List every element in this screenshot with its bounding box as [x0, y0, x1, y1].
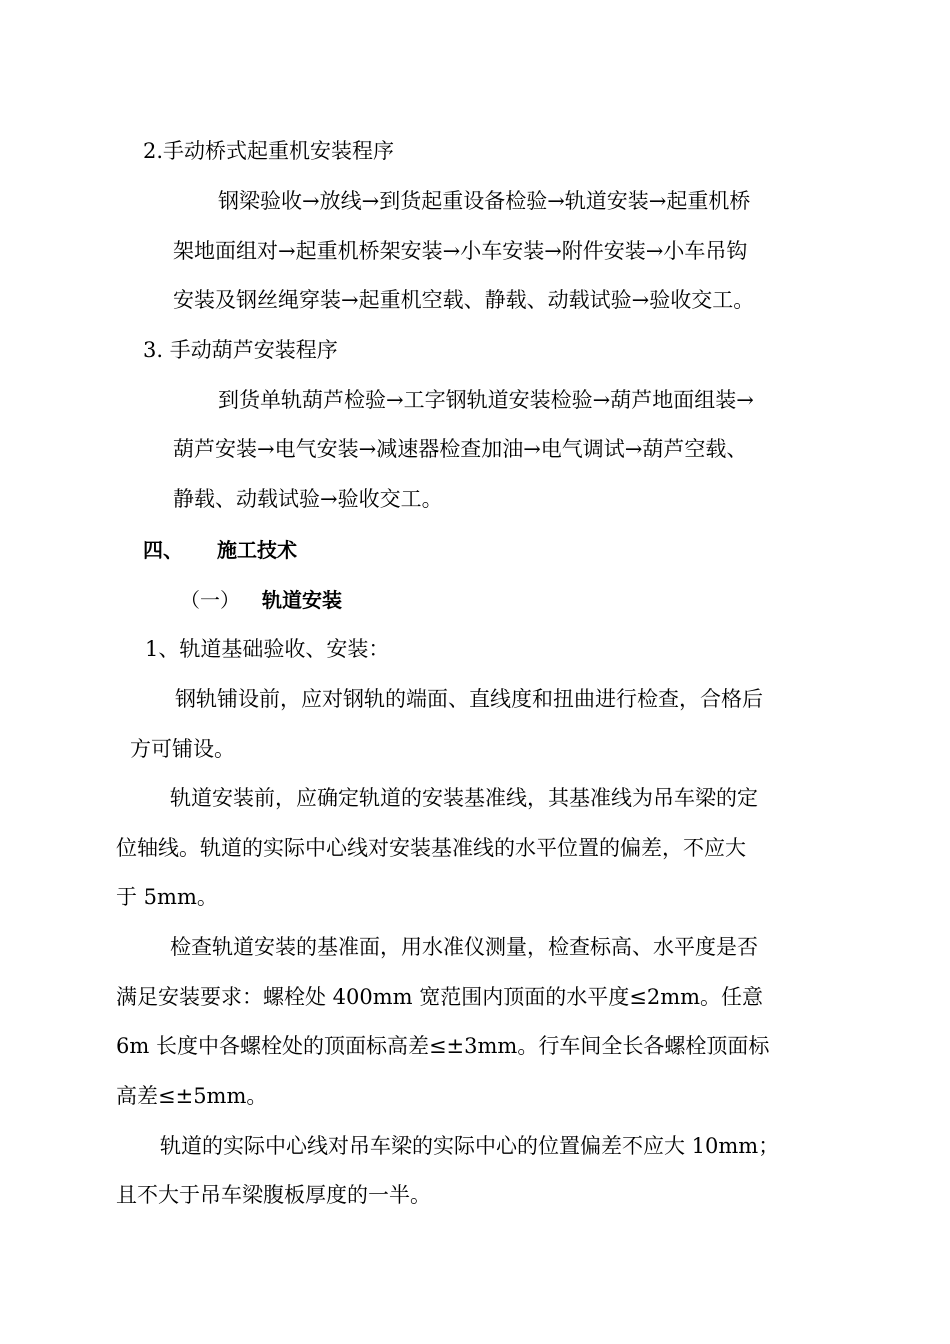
section2-line-2: 架地面组对→起重机桥架安装→小车安装→附件安装→小车吊钩: [173, 239, 748, 263]
chapter-heading: [143, 535, 297, 565]
section3-line-1: 到货单轨葫芦检验→工字钢轨道安装检验→葫芦地面组装→: [218, 388, 754, 412]
para2-line-3: 于 5mm。: [116, 885, 218, 909]
para3-line-2: 满足安装要求：螺栓处 400mm 宽范围内顶面的水平度≤2mm。任意: [116, 985, 764, 1009]
subsection-number: （一）: [180, 588, 240, 612]
chapter-number: 四、: [143, 538, 183, 562]
para4-line-1: 轨道的实际中心线对吊车梁的实际中心的位置偏差不应大 10mm；: [160, 1134, 780, 1158]
section2-line-3: 安装及钢丝绳穿装→起重机空载、静载、动载试验→验收交工。: [173, 288, 755, 312]
para1-line-2: 方可铺设。: [130, 737, 235, 761]
section2-heading: 2.手动桥式起重机安装程序: [143, 139, 395, 163]
para3-line-4: 高差≤±5mm。: [116, 1084, 268, 1108]
para2-line-1: 轨道安装前，应确定轨道的安装基准线，其基准线为吊车梁的定: [170, 786, 758, 810]
para1-line-1: 钢轨铺设前，应对钢轨的端面、直线度和扭曲进行检查，合格后: [175, 687, 763, 711]
section3-line-3: 静载、动载试验→验收交工。: [173, 487, 443, 511]
section3-line-2: 葫芦安装→电气安装→减速器检查加油→电气调试→葫芦空载、: [173, 437, 748, 461]
chapter-title: 施工技术: [217, 538, 297, 562]
para3-line-1: 检查轨道安装的基准面，用水准仪测量，检查标高、水平度是否: [170, 935, 758, 959]
item1-heading: 1、轨道基础验收、安装：: [145, 637, 390, 661]
para3-line-3: 6m 长度中各螺栓处的顶面标高差≤±3mm。行车间全长各螺栓顶面标: [116, 1034, 770, 1058]
section3-heading: 3. 手动葫芦安装程序: [143, 338, 338, 362]
section2-line-1: 钢梁验收→放线→到货起重设备检验→轨道安装→起重机桥: [218, 189, 751, 213]
para2-line-2: 位轴线。轨道的实际中心线对安装基准线的水平位置的偏差，不应大: [116, 836, 746, 860]
subsection-title: 轨道安装: [262, 588, 342, 612]
para4-line-2: 且不大于吊车梁腹板厚度的一半。: [116, 1183, 431, 1207]
subsection-heading: [180, 585, 342, 615]
